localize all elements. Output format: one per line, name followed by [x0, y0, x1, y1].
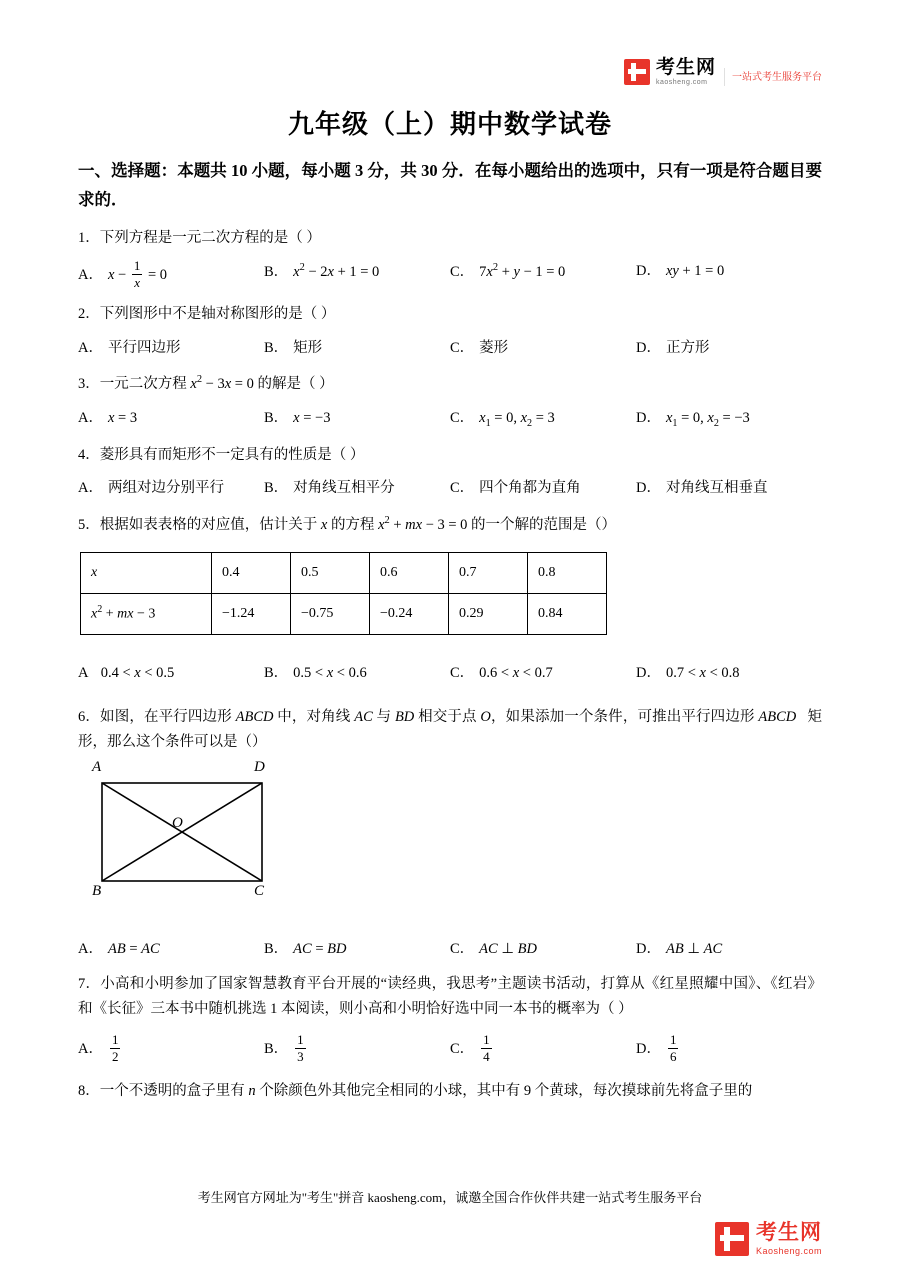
cell-x-3: 0.6 [370, 552, 449, 593]
question-5-stem: 5．根据如表表格的对应值，估计关于 x 的方程 $x^2$ + mx − 3 = 0 的一个解的范围是（） [78, 515, 617, 533]
question-1-stem [78, 226, 822, 251]
option-7-A[interactable]: A． $\frac{1}{2}$ [78, 1032, 119, 1065]
option-3-D[interactable]: D． $x_1 = 0$, $x_2 = -3$ [636, 409, 750, 429]
option-2-C[interactable]: C． 菱形 [450, 339, 509, 356]
option-2-A[interactable]: A． 平行四边形 [78, 339, 181, 356]
cell-y-5: 0.84 [528, 593, 607, 634]
footer-logo-mark-icon [715, 1222, 749, 1256]
cell-y-3: −0.24 [370, 593, 449, 634]
question-3-number: 3． [78, 376, 100, 393]
question-7-stem [78, 972, 822, 1021]
question-8-stem: 8．一个不透明的盒子里有 n 个除颜色外其他完全相同的小球，其中有 9 个黄球，每次摸球前先将盒子里的 [78, 1082, 753, 1099]
option-5-D[interactable]: D． 0.7 < x < 0.8 [636, 664, 740, 681]
cell-x-2: 0.5 [291, 552, 370, 593]
question-4-number: 4． [78, 446, 100, 463]
question-5-options [78, 661, 822, 686]
parallelogram-diagram-svg [88, 771, 338, 901]
option-7-B[interactable]: B． $\frac{1}{3}$ [264, 1032, 304, 1065]
question-1-number: 1． [78, 229, 100, 246]
question-7-options [78, 1033, 822, 1065]
option-6-A[interactable]: A． AB = AC [78, 940, 160, 957]
option-3-B[interactable]: B． x = −3 [264, 409, 331, 426]
option-7-D[interactable]: D． $\frac{1}{6}$ [636, 1032, 677, 1065]
logo-domain: kaosheng.com [655, 79, 708, 86]
option-6-D[interactable]: D． AB ⊥ AC [636, 940, 723, 957]
option-1-C[interactable]: C． $7x^2 + y - 1 = 0$ [450, 262, 566, 281]
question-7-text: 小高和小明参加了国家智慧教育平台开展的“读经典，我思考”主题读书活动，打算从《红星照耀中国》、《红岩》和《长征》三本书中随机挑选 1 本阅读，则小高和小明恰好选中同一本书的概率为（ ） [78, 976, 822, 1017]
site-logo [624, 58, 822, 86]
question-6-stem: 6．如图，在平行四边形 ABCD 中，对角线 AC 与 BD 相交于点 O，如果添加一个条件，可推出平行四边形 ABCD 矩形，那么这个条件可以是（） [78, 709, 823, 750]
value-table [80, 552, 607, 635]
option-6-C[interactable]: C． AC ⊥ BD [450, 940, 537, 957]
logo-title: 考生网 [655, 57, 716, 78]
option-4-D[interactable]: D． 对角线互相垂直 [636, 480, 768, 497]
option-4-C[interactable]: C． 四个角都为直角 [450, 480, 581, 497]
question-4-stem [78, 443, 822, 468]
question-8-number: 8． [78, 1082, 100, 1099]
option-1-D[interactable]: D． xy + 1 = 0 [636, 263, 725, 280]
table-row-label-x: x [81, 552, 212, 593]
table-row [81, 593, 607, 634]
question-3-stem: 3．一元二次方程 $x^2 - 3x = 0$ 的解是（ ） [78, 374, 334, 393]
cell-y-1: −1.24 [212, 593, 291, 634]
question-2-stem [78, 302, 822, 327]
figure-label-A: A [92, 758, 102, 775]
footer-logo-title: 考生网 [755, 1221, 822, 1244]
logo-slogan: 一站式考生服务平台 [724, 68, 822, 86]
question-5-number: 5． [78, 516, 100, 533]
cell-x-5: 0.8 [528, 552, 607, 593]
footer-logo-domain: Kaosheng.com [755, 1246, 822, 1256]
option-4-A[interactable]: A． 两组对边分别平行 [78, 480, 224, 497]
option-1-B[interactable]: B． $x^2 - 2x + 1 = 0$ [264, 262, 380, 281]
question-2-options [78, 336, 822, 361]
logo-text [656, 58, 716, 86]
cell-x-4: 0.7 [449, 552, 528, 593]
question-6-options [78, 937, 822, 962]
question-4-text: 菱形具有而矩形不一定具有的性质是（ ） [99, 446, 365, 463]
footer-note: 考生网官方网址为"考生"拼音 kaosheng.com，诚邀全国合作伙伴共建一站式考生服务平台 [197, 1190, 703, 1205]
option-2-D[interactable]: D． 正方形 [636, 339, 710, 356]
option-5-B[interactable]: B． 0.5 < x < 0.6 [264, 664, 367, 681]
cell-y-4: 0.29 [449, 593, 528, 634]
question-6-number: 6． [78, 709, 101, 726]
option-2-B[interactable]: B． 矩形 [264, 339, 323, 356]
parallelogram-figure [88, 758, 338, 921]
question-3-options [78, 406, 822, 432]
footer-logo [715, 1222, 822, 1256]
logo-mark-icon [624, 59, 650, 85]
table-row [81, 552, 607, 593]
question-2-text: 下列图形中不是轴对称图形的是（ ） [99, 305, 336, 322]
option-3-C[interactable]: C． $x_1 = 0$, $x_2 = 3$ [450, 409, 555, 429]
cell-y-2: −0.75 [291, 593, 370, 634]
question-4-options [78, 476, 822, 501]
footer-logo-text [756, 1222, 822, 1256]
table-row-label-expr: $x^2$ + mx − 3 [81, 593, 212, 634]
page-title: 九年级（上）期中数学试卷 [287, 110, 612, 139]
option-6-B[interactable]: B． AC = BD [264, 940, 347, 957]
question-2-number: 2． [78, 305, 100, 322]
section-heading: 一、选择题：本题共 10 小题，每小题 3 分，共 30 分．在每小题给出的选项中，只有一项是符合题目要求的． [78, 161, 822, 209]
question-1-options [78, 259, 822, 291]
option-5-C[interactable]: C． 0.6 < x < 0.7 [450, 664, 553, 681]
cell-x-1: 0.4 [212, 552, 291, 593]
option-5-A[interactable]: A 0.4 < x < 0.5 [78, 664, 175, 681]
figure-label-B: B [92, 882, 102, 899]
figure-label-C: C [254, 882, 265, 899]
question-1-text: 下列方程是一元二次方程的是（ ） [99, 229, 321, 246]
question-7-number: 7． [78, 976, 101, 993]
option-7-C[interactable]: C． $\frac{1}{4}$ [450, 1032, 490, 1065]
figure-label-D: D [254, 758, 265, 775]
option-3-A[interactable]: A． x = 3 [78, 409, 138, 426]
figure-label-O: O [172, 814, 183, 831]
option-4-B[interactable]: B． 对角线互相平分 [264, 480, 395, 497]
option-1-A[interactable]: A． x − $\frac{1}{x}$ = 0 [78, 258, 168, 291]
